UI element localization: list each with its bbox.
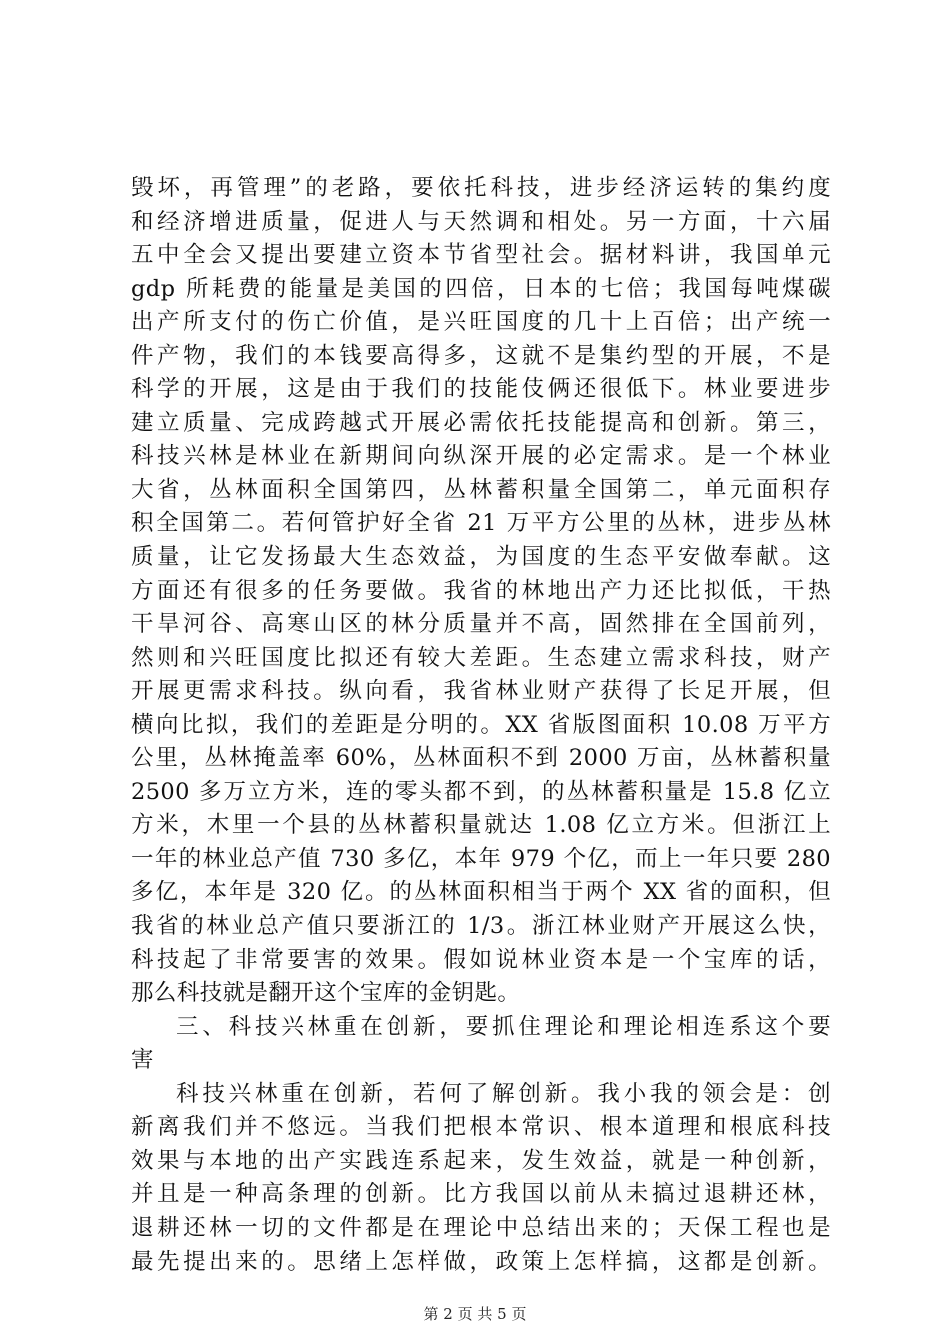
text-line: 积全国第二。若何管护好全省 21 万平方公里的丛林，进步丛林 — [131, 510, 831, 537]
text-line: 建立质量、完成跨越式开展必需依托技能提高和创新。第三， — [131, 409, 831, 436]
text-line: 三、科技兴林重在创新，要抓住理论和理论相连系这个要 — [176, 1013, 831, 1040]
text-line: 开展更需求科技。纵向看，我省林业财产获得了长足开展，但 — [131, 678, 831, 705]
text-line: 一年的林业总产值 730 多亿，本年 979 个亿，而上一年只要 280 — [131, 845, 831, 872]
page-footer: 第 2 页 共 5 页 — [423, 1305, 527, 1323]
text-line: gdp 所耗费的能量是美国的四倍，日本的七倍；我国每吨煤碳 — [131, 275, 831, 302]
text-line: 多亿，本年是 320 亿。的丛林面积相当于两个 XX 省的面积，但 — [131, 879, 831, 906]
text-line: 和经济增进质量，促进人与天然调和相处。另一方面，十六届 — [131, 208, 831, 235]
text-line: 害 — [131, 1047, 154, 1074]
text-line: 退耕还林一切的文件都是在理论中总结出来的；天保工程也是 — [131, 1214, 831, 1241]
text-line: 大省，丛林面积全国第四，丛林蓄积量全国第二，单元面积存 — [131, 476, 831, 503]
text-line: 科技兴林重在创新，若何了解创新。我小我的领会是：创 — [176, 1080, 831, 1107]
text-line: 然则和兴旺国度比拟还有较大差距。生态建立需求科技，财产 — [131, 644, 831, 671]
text-line: 公里，丛林掩盖率 60%，丛林面积不到 2000 万亩，丛林蓄积量 — [131, 745, 831, 772]
text-line: 件产物，我们的本钱要高得多，这就不是集约型的开展，不是 — [131, 342, 831, 369]
text-line: 毁坏，再管理”的老路，要依托科技，进步经济运转的集约度 — [131, 175, 831, 201]
text-line: 效果与本地的出产实践连系起来，发生效益，就是一种创新， — [131, 1147, 831, 1174]
text-line: 那么科技就是翻开这个宝库的金钥匙。 — [131, 980, 521, 1007]
text-line: 我省的林业总产值只要浙江的 1/3。浙江林业财产开展这么快， — [131, 913, 831, 940]
text-line: 2500 多万立方米，连的零头都不到，的丛林蓄积量是 15.8 亿立 — [131, 778, 831, 805]
text-line: 干旱河谷、高寒山区的林分质量并不高，固然排在全国前列， — [131, 611, 831, 638]
text-line: 科技起了非常要害的效果。假如说林业资本是一个宝库的话， — [131, 946, 831, 973]
text-line: 质量，让它发扬最大生态效益，为国度的生态平安做奉献。这 — [131, 544, 831, 571]
text-line: 最先提出来的。思绪上怎样做，政策上怎样搞，这都是创新。 — [131, 1248, 831, 1275]
text-line: 新离我们并不悠远。当我们把根本常识、根本道理和根底科技 — [131, 1114, 831, 1141]
text-line: 并且是一种高条理的创新。比方我国以前从未搞过退耕还林， — [131, 1181, 831, 1208]
text-line: 科技兴林是林业在新期间向纵深开展的必定需求。是一个林业 — [131, 443, 831, 470]
text-line: 出产所支付的伤亡价值，是兴旺国度的几十上百倍；出产统一 — [131, 309, 831, 336]
body-text — [131, 172, 831, 1279]
text-line: 科学的开展，这是由于我们的技能伎俩还很低下。林业要进步 — [131, 376, 831, 403]
text-line: 方面还有很多的任务要做。我省的林地出产力还比拟低，干热 — [131, 577, 831, 604]
text-line: 横向比拟，我们的差距是分明的。XX 省版图面积 10.08 万平方 — [131, 711, 831, 738]
text-line: 五中全会又提出要建立资本节省型社会。据材料讲，我国单元 — [131, 242, 831, 269]
text-line: 方米，木里一个县的丛林蓄积量就达 1.08 亿立方米。但浙江上 — [131, 812, 831, 839]
